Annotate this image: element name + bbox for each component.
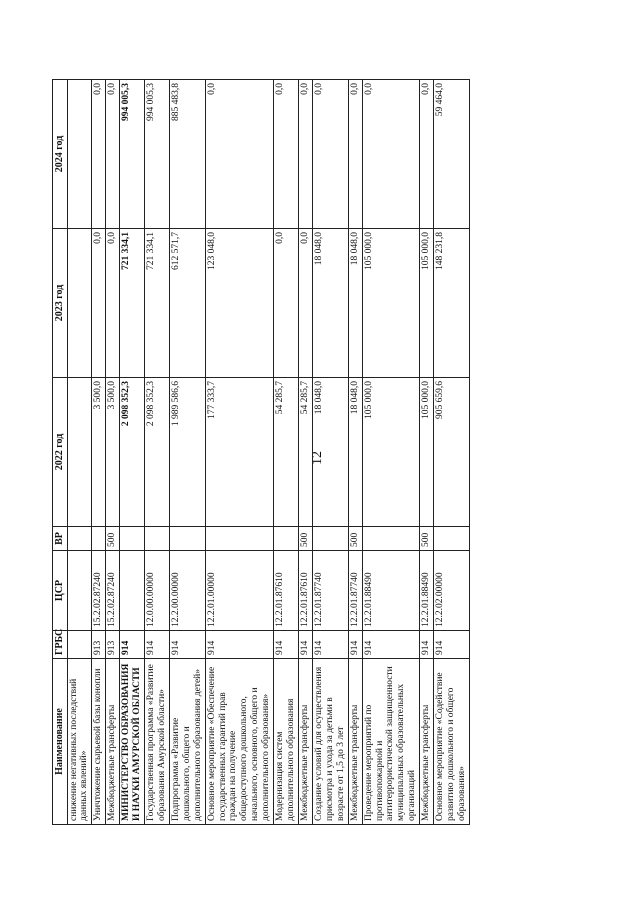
table-row: [274, 80, 299, 825]
cell-vr: [67, 527, 92, 551]
header-2023: 2023 год: [53, 229, 68, 378]
cell-csr: [67, 551, 92, 631]
cell-y2024: 0,0: [299, 80, 313, 229]
cell-y2023: 105 000,0: [420, 229, 434, 378]
header-vr: ВР: [53, 527, 68, 551]
cell-name: Государственная программа «Развитие образования Амурской области»: [145, 659, 170, 825]
cell-y2024: 994 005,3: [120, 80, 145, 229]
cell-grbs: 913: [92, 631, 106, 659]
cell-y2023: 18 048,0: [312, 229, 348, 378]
cell-csr: 15.2.02.87240: [92, 551, 106, 631]
table-row: [120, 80, 145, 825]
header-2022: 2022 год: [53, 378, 68, 527]
cell-grbs: [67, 631, 92, 659]
cell-y2024: 0,0: [205, 80, 274, 229]
table-header-row: [53, 80, 68, 825]
cell-y2022: 18 048,0: [348, 378, 362, 527]
cell-y2023: 721 334,1: [120, 229, 145, 378]
budget-table: [52, 79, 470, 825]
cell-name: Межбюджетные трансферты: [348, 659, 362, 825]
cell-y2024: [67, 80, 92, 229]
cell-vr: [312, 527, 348, 551]
cell-grbs: 914: [274, 631, 299, 659]
cell-grbs: 914: [205, 631, 274, 659]
cell-grbs: 914: [169, 631, 205, 659]
cell-csr: 12.2.02.00000: [434, 551, 470, 631]
cell-csr: 12.0.00.00000: [145, 551, 170, 631]
cell-y2023: 0,0: [299, 229, 313, 378]
cell-name: Основное мероприятие «Обеспечение государственных гарантий прав граждан на получение общедоступного дошкольного, начального, основного, общего и дополнительного образования»: [205, 659, 274, 825]
cell-name: Уничтожение сырьевой базы конопли: [92, 659, 106, 825]
header-2024: 2024 год: [53, 80, 68, 229]
cell-y2022: 18 048,0: [312, 378, 348, 527]
cell-csr: 12.2.01.88490: [362, 551, 420, 631]
cell-y2022: 177 333,7: [205, 378, 274, 527]
cell-y2024: 59 464,0: [434, 80, 470, 229]
table-row: [420, 80, 434, 825]
cell-y2022: 905 659,6: [434, 378, 470, 527]
rotated-table-wrapper: [52, 80, 537, 825]
cell-y2023: 0,0: [92, 229, 106, 378]
cell-csr: 12.2.01.87740: [312, 551, 348, 631]
table-row: [434, 80, 470, 825]
cell-grbs: 914: [420, 631, 434, 659]
cell-y2023: 18 048,0: [348, 229, 362, 378]
cell-y2024: 0,0: [312, 80, 348, 229]
cell-y2022: 105 000,0: [420, 378, 434, 527]
cell-y2022: 3 500,0: [106, 378, 120, 527]
cell-y2024: 0,0: [274, 80, 299, 229]
cell-grbs: 914: [434, 631, 470, 659]
cell-y2022: 54 285,7: [274, 378, 299, 527]
table-row: [92, 80, 106, 825]
table-row: [67, 80, 92, 825]
table-row: [145, 80, 170, 825]
cell-name: Проведение мероприятий по противопожарной и антитеррористической защищенности муниципальных образовательных организаций: [362, 659, 420, 825]
cell-y2024: 0,0: [106, 80, 120, 229]
cell-y2023: 0,0: [274, 229, 299, 378]
table-row: [348, 80, 362, 825]
table-row: [312, 80, 348, 825]
cell-name: снижение негативных последствий данных явлений»: [67, 659, 92, 825]
cell-y2024: 0,0: [92, 80, 106, 229]
cell-grbs: 913: [106, 631, 120, 659]
table-row: [205, 80, 274, 825]
cell-y2022: 2 098 352,3: [120, 378, 145, 527]
cell-y2023: 105 000,0: [362, 229, 420, 378]
cell-vr: [92, 527, 106, 551]
cell-grbs: 914: [348, 631, 362, 659]
cell-y2024: 0,0: [420, 80, 434, 229]
cell-vr: [434, 527, 470, 551]
cell-name: Межбюджетные трансферты: [299, 659, 313, 825]
cell-vr: 500: [420, 527, 434, 551]
cell-grbs: 914: [120, 631, 145, 659]
cell-name: Межбюджетные трансферты: [420, 659, 434, 825]
cell-vr: [274, 527, 299, 551]
cell-y2022: 1 989 586,6: [169, 378, 205, 527]
table-row: [362, 80, 420, 825]
cell-y2022: 105 000,0: [362, 378, 420, 527]
cell-y2023: 0,0: [106, 229, 120, 378]
cell-y2024: 0,0: [348, 80, 362, 229]
cell-y2022: [67, 378, 92, 527]
cell-vr: 500: [348, 527, 362, 551]
cell-y2022: 3 500,0: [92, 378, 106, 527]
cell-vr: [362, 527, 420, 551]
cell-y2022: 2 098 352,3: [145, 378, 170, 527]
header-csr: ЦСР: [53, 551, 68, 631]
cell-grbs: 914: [299, 631, 313, 659]
table-row: [169, 80, 205, 825]
table-row: [106, 80, 120, 825]
table-body: [67, 80, 469, 825]
header-name: Наименование: [53, 659, 68, 825]
cell-name: МИНИСТЕРСТВО ОБРАЗОВАНИЯ И НАУКИ АМУРСКОЙ ОБЛАСТИ: [120, 659, 145, 825]
cell-grbs: 914: [362, 631, 420, 659]
cell-name: Модернизация систем дополнительного образования: [274, 659, 299, 825]
cell-name: Межбюджетные трансферты: [106, 659, 120, 825]
cell-name: Основное мероприятие «Содействие развитию дошкольного и общего образования»: [434, 659, 470, 825]
page-number: 12: [310, 451, 325, 465]
cell-y2023: 148 231,8: [434, 229, 470, 378]
cell-vr: 500: [299, 527, 313, 551]
cell-csr: [120, 551, 145, 631]
cell-csr: 12.2.00.00000: [169, 551, 205, 631]
cell-y2023: 123 048,0: [205, 229, 274, 378]
cell-y2023: 721 334,1: [145, 229, 170, 378]
cell-vr: [169, 527, 205, 551]
cell-vr: 500: [106, 527, 120, 551]
cell-y2023: 612 571,7: [169, 229, 205, 378]
cell-name: Подпрограмма «Развитие дошкольного, общего и дополнительного образования детей»: [169, 659, 205, 825]
cell-y2024: 0,0: [362, 80, 420, 229]
cell-csr: 12.2.01.88490: [420, 551, 434, 631]
cell-y2024: 885 483,8: [169, 80, 205, 229]
table-row: [299, 80, 313, 825]
cell-csr: 12.2.01.00000: [205, 551, 274, 631]
cell-vr: [145, 527, 170, 551]
cell-vr: [120, 527, 145, 551]
cell-csr: 12.2.01.87740: [348, 551, 362, 631]
cell-csr: 12.2.01.87610: [274, 551, 299, 631]
cell-y2024: 994 005,3: [145, 80, 170, 229]
cell-y2022: 54 285,7: [299, 378, 313, 527]
cell-csr: 12.2.01.87610: [299, 551, 313, 631]
cell-vr: [205, 527, 274, 551]
cell-csr: 15.2.02.87240: [106, 551, 120, 631]
header-grbs: ГРБС: [53, 631, 68, 659]
cell-grbs: 914: [145, 631, 170, 659]
cell-y2023: [67, 229, 92, 378]
cell-grbs: 914: [312, 631, 348, 659]
cell-name: Создание условий для осуществления присмотра и ухода за детьми в возрасте от 1,5 до 3 лет: [312, 659, 348, 825]
